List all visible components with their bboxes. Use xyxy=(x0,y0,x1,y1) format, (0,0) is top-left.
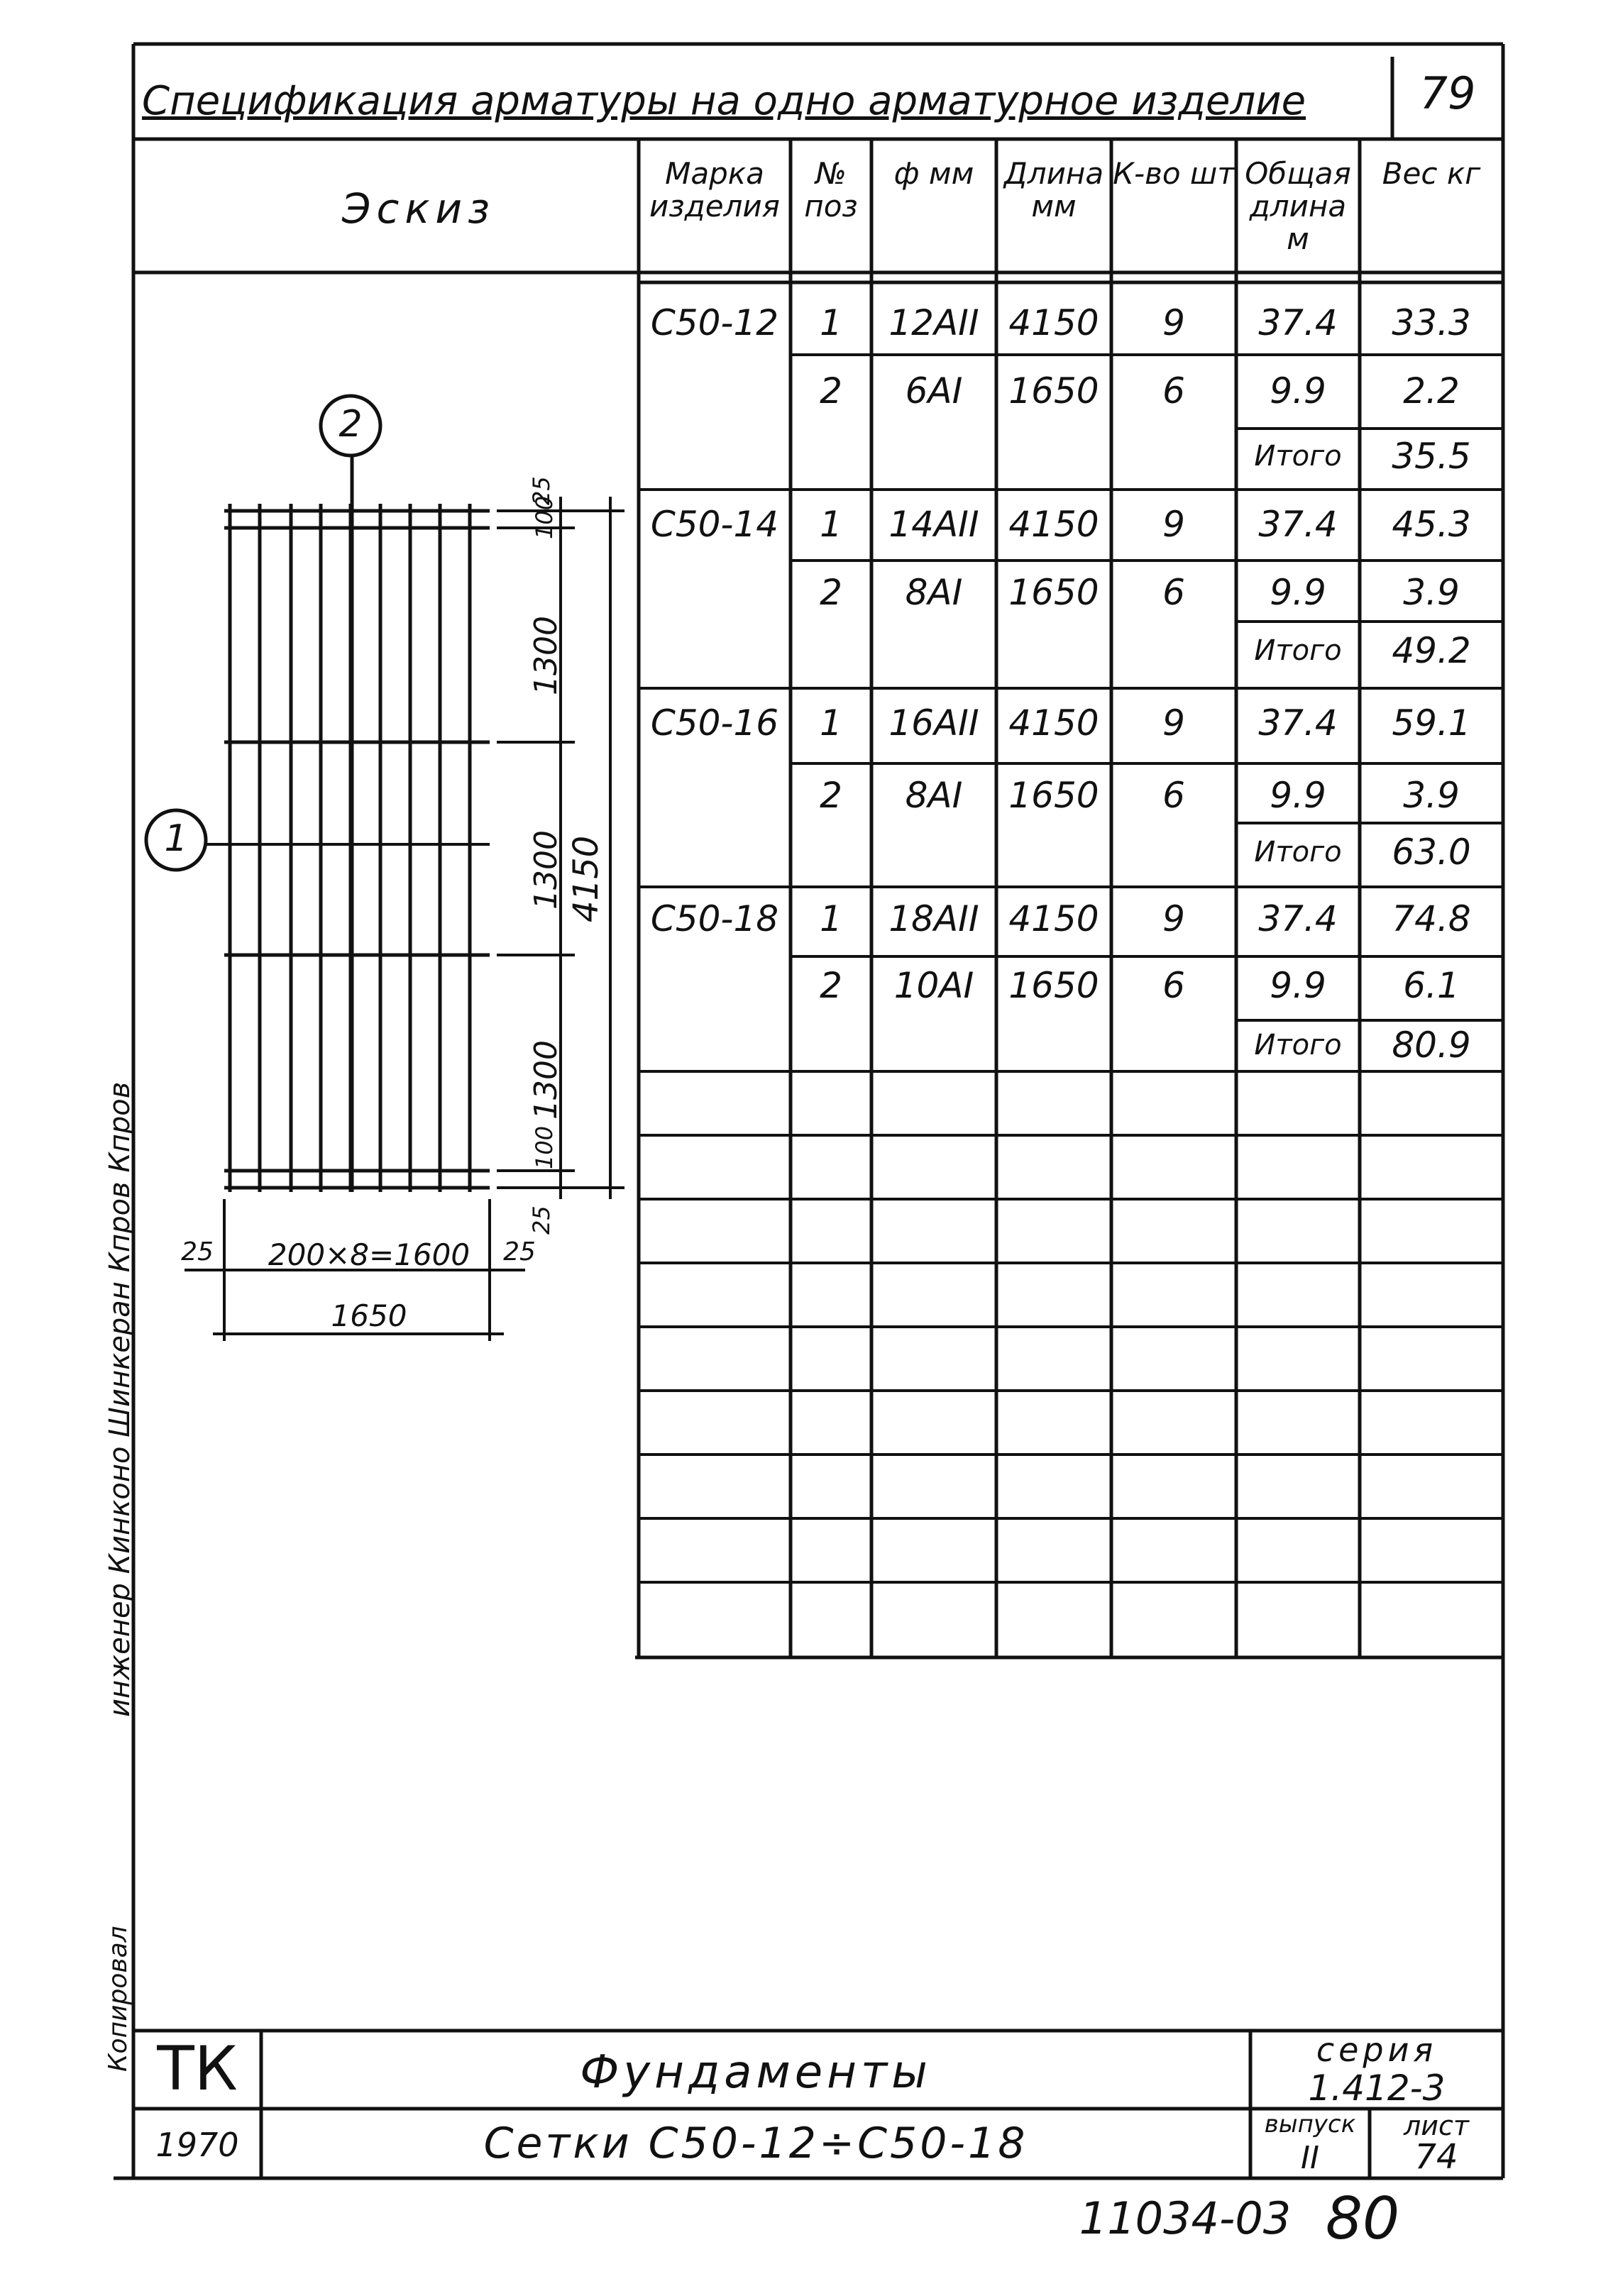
table-cell-pos: 1 xyxy=(820,702,842,744)
table-cell-weight: 33.3 xyxy=(1392,302,1471,343)
stamp-series-value: 1.412-3 xyxy=(1308,2068,1446,2109)
table-cell-total-label: Итого xyxy=(1254,440,1342,473)
table-cell-mark: С50-18 xyxy=(650,898,779,939)
dim-segment-1: 1300 xyxy=(528,616,564,695)
table-cell-weight: 45.3 xyxy=(1392,504,1471,545)
page-title: Спецификация арматуры на одно арматурное изделие xyxy=(142,78,1306,124)
table-cell-len: 1650 xyxy=(1008,965,1099,1006)
mesh-bars xyxy=(224,454,490,1192)
table-cell-pos: 2 xyxy=(820,775,842,816)
table-cell-total-label: Итого xyxy=(1254,836,1342,868)
table-cell-qty: 9 xyxy=(1162,504,1185,545)
table-cell-dia: 10АI xyxy=(893,965,974,1006)
dim-segment-3: 1300 xyxy=(528,1040,564,1120)
table-cell-total-len: 9.9 xyxy=(1270,370,1326,412)
table-cell-weight-total: 35.5 xyxy=(1392,436,1471,477)
pos1-callout-label: 1 xyxy=(164,817,188,860)
sheet-number: 79 xyxy=(1419,67,1476,119)
stamp-series-label: серия xyxy=(1316,2031,1438,2069)
stamp-sheet-label: лист xyxy=(1403,2110,1469,2141)
dim-right-edge: 25 xyxy=(503,1237,536,1266)
table-cell-dia: 12АII xyxy=(888,302,979,343)
table-cell-qty: 6 xyxy=(1162,370,1185,412)
dim-top-edge: 25 xyxy=(528,476,555,505)
table-cell-len: 1650 xyxy=(1008,370,1099,412)
side-label-signatures: инженер Кинконо Шинкеран Кпров Кпров xyxy=(104,1081,136,1717)
table-cell-weight-total: 80.9 xyxy=(1392,1025,1471,1066)
table-cell-dia: 8АI xyxy=(905,572,963,613)
table-cell-weight-total: 63.0 xyxy=(1392,832,1471,873)
col-header-weight: Вес кг xyxy=(1382,156,1481,191)
table-cell-pos: 2 xyxy=(820,370,842,412)
table-cell-mark: С50-14 xyxy=(650,504,779,545)
stamp-name: Фундаменты xyxy=(580,2046,932,2099)
footer-page: 80 xyxy=(1325,2185,1400,2253)
table-cell-len: 4150 xyxy=(1008,702,1099,744)
table-cell-dia: 16АII xyxy=(888,702,979,744)
table-cell-total-len: 9.9 xyxy=(1270,965,1326,1006)
stamp-issue-label: выпуск xyxy=(1264,2110,1356,2138)
dim-total-width: 1650 xyxy=(331,1298,407,1333)
table-cell-len: 1650 xyxy=(1008,775,1099,816)
dim-spacing: 200×8=1600 xyxy=(268,1237,470,1272)
table-cell-weight: 3.9 xyxy=(1403,572,1460,613)
table-cell-len: 4150 xyxy=(1008,302,1099,343)
table-cell-total-len: 37.4 xyxy=(1258,898,1338,939)
table-cell-qty: 9 xyxy=(1162,898,1185,939)
col-header-len: Длина мм xyxy=(1003,156,1104,223)
dim-top-offset: 100 xyxy=(531,495,558,539)
table-cell-total-label: Итого xyxy=(1254,634,1342,667)
table-cell-pos: 2 xyxy=(820,572,842,613)
pos2-callout-label: 2 xyxy=(339,403,363,446)
dim-total-height: 4150 xyxy=(566,835,606,922)
col-header-total-len: Общая длина м xyxy=(1245,156,1351,256)
table-cell-dia: 18АII xyxy=(888,898,979,939)
table-cell-weight-total: 49.2 xyxy=(1392,630,1471,671)
table-cell-mark: С50-12 xyxy=(650,302,779,343)
table-cell-pos: 2 xyxy=(820,965,842,1006)
table-cell-weight: 74.8 xyxy=(1392,898,1471,939)
table-cell-total-len: 37.4 xyxy=(1258,702,1338,744)
col-header-pos: № поз xyxy=(804,156,858,223)
stamp-sheet-value: 74 xyxy=(1414,2137,1458,2177)
table-cell-pos: 1 xyxy=(820,302,842,343)
dim-bottom-offset: 100 xyxy=(531,1125,558,1169)
stamp-org: ТК xyxy=(157,2033,238,2104)
col-header-mark: Марка изделия xyxy=(649,156,780,223)
stamp-subtitle: Сетки С50-12÷С50-18 xyxy=(483,2119,1028,2168)
stamp-issue-value: II xyxy=(1301,2140,1319,2176)
table-cell-weight: 2.2 xyxy=(1403,370,1460,412)
col-header-dia: ф мм xyxy=(893,156,974,191)
side-label-copied: Копировал xyxy=(104,1926,133,2072)
table-cell-qty: 6 xyxy=(1162,775,1185,816)
table-cell-len: 1650 xyxy=(1008,572,1099,613)
table-cell-qty: 9 xyxy=(1162,702,1185,744)
table-cell-pos: 1 xyxy=(820,504,842,545)
table-cell-len: 4150 xyxy=(1008,504,1099,545)
table-cell-qty: 6 xyxy=(1162,965,1185,1006)
table-cell-pos: 1 xyxy=(820,898,842,939)
table-cell-weight: 6.1 xyxy=(1403,965,1460,1006)
table-cell-dia: 6АI xyxy=(905,370,963,412)
sketch-header: Эскиз xyxy=(342,184,495,233)
dim-bottom-edge: 25 xyxy=(528,1205,555,1235)
stamp-year: 1970 xyxy=(155,2126,239,2164)
dim-segment-2: 1300 xyxy=(528,830,564,910)
footer-code: 11034-03 xyxy=(1079,2192,1292,2244)
dim-left-edge: 25 xyxy=(181,1237,214,1266)
table-cell-qty: 6 xyxy=(1162,572,1185,613)
table-cell-total-len: 37.4 xyxy=(1258,504,1338,545)
table-cell-total-len: 9.9 xyxy=(1270,572,1326,613)
table-cell-total-len: 9.9 xyxy=(1270,775,1326,816)
table-cell-len: 4150 xyxy=(1008,898,1099,939)
table-cell-total-len: 37.4 xyxy=(1258,302,1338,343)
table-cell-weight: 59.1 xyxy=(1392,702,1471,744)
table-cell-mark: С50-16 xyxy=(650,702,779,744)
table-cell-weight: 3.9 xyxy=(1403,775,1460,816)
table-cell-qty: 9 xyxy=(1162,302,1185,343)
col-header-qty: К-во шт xyxy=(1113,156,1235,191)
table-cell-dia: 14АII xyxy=(888,504,979,545)
table-cell-total-label: Итого xyxy=(1254,1029,1342,1061)
table-cell-dia: 8АI xyxy=(905,775,963,816)
